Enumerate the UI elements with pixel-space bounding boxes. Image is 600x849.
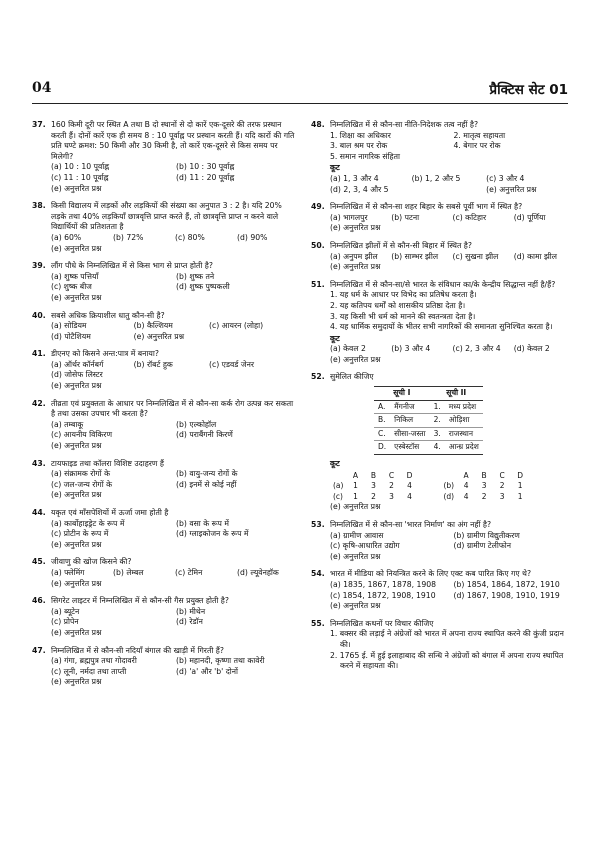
option-c[interactable]: (c) 11 : 10 पूर्वाह्न (51, 172, 109, 182)
code-label: कूट (330, 163, 340, 173)
list-2-item: ओड़िशा (445, 414, 483, 428)
question-52 (311, 372, 573, 513)
option-a[interactable]: (a) तम्बाकू (51, 419, 84, 429)
option-b[interactable]: (b) 72% (113, 232, 144, 242)
question-38 (32, 201, 297, 254)
code-value: 1 (517, 481, 523, 491)
option-c[interactable]: (c) प्रोटीन के रूप में (51, 529, 109, 539)
page-header (32, 80, 568, 102)
header-rule (32, 103, 568, 104)
option-e[interactable]: (e) अनुत्तरित प्रश्न (51, 381, 102, 391)
code-value: 4 (407, 491, 412, 501)
statement-3: 3. बाल श्रम पर रोक (330, 141, 388, 151)
statement-5: 5. समान नागरिक संहिता (330, 151, 400, 161)
question-text: निम्नलिखित झीलों में से कौन-सी बिहार में स्थित है? (330, 240, 472, 250)
option-e[interactable]: (e) अनुत्तरित प्रश्न (51, 677, 102, 687)
question-number: 40. (32, 310, 46, 320)
question-number: 53. (311, 520, 325, 529)
question-48 (311, 120, 573, 195)
question-50 (311, 241, 573, 273)
question-number: 49. (311, 202, 325, 212)
question-45 (32, 557, 297, 589)
code-value: 4 (463, 491, 469, 501)
question-39 (32, 261, 297, 303)
code-head: B (481, 470, 487, 480)
option-d[interactable]: (d) ल्यूवेनहॉक (237, 567, 279, 577)
question-text: भारत में मीडिया को नियन्त्रित करने के लिए एक्ट कब पारित किए गए थे? (330, 569, 532, 579)
question-47 (32, 646, 297, 688)
match-table (374, 386, 483, 455)
option-b[interactable]: (b) एल्कोहॉल (176, 419, 217, 429)
option-c[interactable]: (c) 2, 3 और 4 (452, 344, 501, 354)
question-55 (311, 619, 573, 672)
option-a[interactable]: (a) गंगा, ब्रह्मपुत्र तथा गोदावरी (51, 656, 137, 666)
option-b[interactable]: (b) 1854, 1864, 1872, 1910 (453, 579, 560, 589)
question-text: निम्नलिखित में से कौन-सा/से भारत के संविधान का/के केन्द्रीय सिद्धान्त नहीं है/हैं? (330, 279, 556, 289)
question-text: जीवाणु की खोज किसने की? (51, 557, 132, 567)
code-value: 1 (517, 491, 523, 501)
row-letter: C. (374, 427, 390, 441)
option-b[interactable]: (b) रॉबर्ट हुक (133, 359, 173, 369)
option-a[interactable]: (a) शुष्क पत्तियाँ (51, 271, 99, 281)
question-text: निम्नलिखित में से कौन-सा 'भारत निर्माण' का अंग नहीं है? (330, 520, 492, 529)
option-d[interactable]: (d) इनमें से कोई नहीं (176, 479, 237, 489)
code-row (330, 492, 529, 503)
code-value: 2 (499, 481, 505, 491)
option-c[interactable]: (c) शुष्क बीज (51, 282, 92, 292)
code-head: A (463, 470, 469, 480)
option-c[interactable]: (c) लूनी, नर्मदा तथा ताप्ती (51, 666, 127, 676)
option-a[interactable]: (a) 60% (51, 232, 82, 242)
question-text: लौंग पौधे के निम्नलिखित में से किस भाग से प्राप्त होती है? (51, 261, 213, 271)
question-text: तीव्रता एवं प्रयुक्तता के आधार पर निम्नलिखित में से कौन-सा कर्क रोग उत्पन्न कर सकता है तथा उसका उपचार भी करता है? (51, 398, 294, 419)
question-number: 48. (311, 120, 325, 129)
row-number: 2. (430, 414, 445, 428)
question-number: 41. (32, 349, 46, 359)
option-c[interactable]: (c) जल-जन्य रोगों के (51, 479, 113, 489)
question-43 (32, 459, 297, 501)
statement-1: 1. बक्सर की लड़ाई ने अंग्रेजों को भारत में अपना राज्य स्थापित करने की कुंजी प्रदान की। (330, 629, 564, 649)
option-d[interactable]: (d) केवल 2 (513, 344, 550, 354)
option-d[interactable]: (d) रेडॉन (176, 617, 203, 627)
option-b[interactable]: (b) कैल्शियम (133, 321, 173, 331)
option-a[interactable]: (a) ब्यूटेन (51, 606, 80, 616)
option-a[interactable]: (a) फ्लेमिंग (51, 567, 85, 577)
code-row (330, 481, 529, 492)
option-b[interactable]: (b) 10 : 30 पूर्वाह्न (176, 162, 235, 172)
option-e[interactable]: (e) अनुत्तरित प्रश्न (330, 262, 381, 272)
option-b[interactable]: (b) 1, 2 और 5 (411, 173, 461, 183)
option-a[interactable]: (a) केवल 2 (330, 344, 366, 354)
page-title: प्रैक्टिस सेट 01 (489, 82, 568, 98)
option-e[interactable]: (e) अनुत्तरित प्रश्न (51, 627, 102, 637)
option-e[interactable]: (e) अनुत्तरित प्रश्न (51, 578, 102, 588)
code-value: 1 (353, 481, 358, 491)
option-b[interactable]: (b) शुष्क तने (176, 271, 215, 281)
question-number: 47. (32, 645, 46, 655)
option-b[interactable]: (b) पटना (391, 212, 420, 222)
table-row (374, 441, 483, 455)
question-number: 46. (32, 596, 46, 606)
list-1-item: निकिल (390, 414, 429, 428)
option-c[interactable]: (c) कटिहार (452, 212, 487, 222)
question-number: 45. (32, 557, 46, 567)
question-text: सुमेलित कीजिए (330, 372, 374, 382)
option-a[interactable]: (a) ग्रामीण आवास (330, 530, 384, 540)
question-40 (32, 311, 297, 343)
question-41 (32, 349, 297, 391)
row-letter: A. (374, 400, 390, 414)
question-54 (311, 569, 573, 611)
statement-4: 4. बेगार पर रोक (453, 141, 501, 151)
option-e[interactable]: (e) अनुत्तरित प्रश्न (51, 292, 102, 302)
option-d[interactable]: (d) 90% (237, 232, 268, 242)
option-c[interactable]: (c) 80% (175, 232, 205, 242)
option-c[interactable]: (c) एडवर्ड जेनर (209, 359, 254, 369)
option-d[interactable]: (d) (443, 491, 455, 501)
code-value: 4 (463, 481, 469, 491)
question-number: 55. (311, 618, 325, 628)
option-e[interactable]: (e) अनुत्तरित प्रश्न (51, 490, 102, 500)
question-number: 39. (32, 261, 46, 271)
option-d[interactable]: (d) पोटैशियम (51, 331, 91, 341)
option-a[interactable]: (a) संक्रामक रोगों के (51, 469, 110, 479)
code-head: C (388, 470, 395, 480)
question-text: टायफाइड तथा कॉलरा विशिष्ट उदाहरण हैं (51, 458, 165, 468)
code-head: D (406, 470, 413, 480)
option-e[interactable]: (e) अनुत्तरित प्रश्न (330, 223, 381, 233)
left-column (32, 120, 297, 695)
option-c[interactable]: (c) सुखना झील (452, 251, 499, 261)
row-number: 3. (430, 427, 445, 441)
code-value: 2 (371, 491, 376, 501)
question-49 (311, 202, 573, 234)
question-text: सबसे अधिक क्रियाशील धातु कौन-सी है? (51, 310, 165, 320)
row-number: 4. (430, 441, 445, 455)
table-row (374, 427, 483, 441)
option-b[interactable]: (b) मीथेन (176, 606, 206, 616)
question-number: 54. (311, 569, 325, 579)
option-d[interactable]: (d) पराबैंगनी किरणें (176, 430, 233, 440)
statement-4: 4. यह धार्मिक समुदायों के भीतर सभी नागरिकों की समानता सुनिश्चित करता है। (330, 322, 553, 332)
code-value: 2 (389, 481, 394, 491)
question-number: 52. (311, 372, 325, 382)
option-d[interactable]: (d) 2, 3, 4 और 5 (330, 184, 389, 194)
right-column (311, 120, 573, 679)
option-a[interactable]: (a) कार्बोहाइड्रेट के रूप में (51, 518, 125, 528)
row-letter: B. (374, 414, 390, 428)
question-number: 50. (311, 240, 325, 250)
option-e[interactable]: (e) अनुत्तरित प्रश्न (486, 184, 537, 194)
page-number: 04 (32, 80, 52, 96)
option-d[interactable]: (d) 'a' और 'b' दोनों (176, 666, 239, 676)
code-header-row (330, 471, 529, 482)
statement-2: 2. यह कतिपय धर्मों को शासकीय प्रतिष्ठा देता है। (330, 300, 466, 310)
option-c[interactable]: (c) टेमिन (175, 567, 203, 577)
question-text: निम्नलिखित में से कौन-सा नीति-निदेशक तत्व नहीं है? (330, 120, 479, 129)
statement-1: 1. यह धर्म के आधार पर विभेद का प्रतिषेध करता है। (330, 290, 477, 300)
list-2-header: सूची II (430, 387, 483, 401)
option-a[interactable]: (a) 1835, 1867, 1878, 1908 (330, 579, 437, 589)
option-a[interactable]: (a) 10 : 10 पूर्वाह्न (51, 162, 110, 172)
option-d[interactable]: (d) ग्लाइकोजन के रूप में (176, 529, 249, 539)
code-head: B (370, 470, 377, 480)
statement-3: 3. यह किसी भी धर्म को मानने की स्वतन्त्रता देता है। (330, 311, 476, 321)
option-a[interactable]: (a) सोडियम (51, 321, 87, 331)
option-c[interactable]: (c) 1854, 1872, 1908, 1910 (330, 590, 436, 600)
question-text: सिगरेट लाइटर में निम्नलिखित में से कौन-सी गैस प्रयुक्त होती है? (51, 596, 229, 606)
question-number: 37. (32, 120, 46, 129)
option-b[interactable]: (b) 3 और 4 (391, 344, 431, 354)
option-b[interactable]: (b) लेम्बल (113, 567, 144, 577)
list-1-item: सीसा-जस्ता (390, 427, 429, 441)
option-e[interactable]: (e) अनुत्तरित प्रश्न (51, 243, 102, 253)
option-c[interactable]: (c) आयरन (लोहा) (209, 321, 264, 331)
code-head: C (499, 470, 505, 480)
option-c[interactable]: (c) प्रोपेन (51, 617, 79, 627)
code-value: 1 (353, 491, 358, 501)
code-value: 3 (389, 491, 394, 501)
option-e[interactable]: (e) अनुत्तरित प्रश्न (330, 502, 381, 512)
option-a[interactable]: (a) 1, 3 और 4 (330, 173, 379, 183)
question-53 (311, 520, 573, 562)
question-number: 44. (32, 508, 46, 517)
question-number: 42. (32, 398, 46, 408)
option-b[interactable]: (b) (443, 481, 455, 491)
option-b[interactable]: (b) वसा के रूप में (176, 518, 229, 528)
option-b[interactable]: (b) साम्भर झील (391, 251, 439, 261)
question-text: निम्नलिखित में से कौन-सा शहर बिहार के सबसे पूर्वी भाग में स्थित है? (330, 202, 523, 212)
option-a[interactable]: (a) अनुपम झील (330, 251, 378, 261)
code-value: 4 (407, 481, 412, 491)
option-e[interactable]: (e) अनुत्तरित प्रश्न (133, 331, 185, 341)
option-e[interactable]: (e) अनुत्तरित प्रश्न (330, 551, 381, 561)
statement-2: 2. मातृत्व सहायता (453, 130, 506, 140)
option-c[interactable]: (c) आयनीय विकिरण (51, 430, 113, 440)
question-number: 38. (32, 201, 46, 211)
code-value: 3 (371, 481, 376, 491)
option-d[interactable]: (d) ग्रामीण टेलीफोन (453, 541, 512, 551)
list-1-item: एस्बेस्टॉस (390, 441, 429, 455)
code-label: कूट (330, 459, 340, 469)
question-text: डीएनए को किसने अन्त:पात्र में बनाया? (51, 349, 159, 359)
option-e[interactable]: (e) अनुत्तरित प्रश्न (51, 441, 102, 451)
code-value: 3 (481, 481, 487, 491)
code-table (330, 471, 529, 503)
table-row (374, 414, 483, 428)
option-d[interactable]: (d) शुष्क पुष्पकली (176, 282, 230, 292)
option-b[interactable]: (b) ग्रामीण विद्युतीकरण (453, 530, 520, 540)
code-head: A (352, 470, 359, 480)
list-2-item: राजस्थान (445, 427, 483, 441)
question-number: 43. (32, 458, 46, 468)
code-label: कूट (330, 333, 340, 343)
option-c[interactable]: (c) (333, 491, 343, 501)
row-letter: D. (374, 441, 390, 455)
option-a[interactable]: (a) ऑर्थर कॉर्नबर्ग (51, 359, 104, 369)
question-text: 160 किमी दूरी पर स्थित A तथा B दो स्थानों से दो कारें एक-दूसरे की तरफ प्रस्थान करती हैं। दोनों कारें एक ही समय 8 : 10 पूर्वाह्न पर प्रस्थान करती हैं। यदि कारों की गति प्रति घण्टे क्रमश: 50 किमी और 30 किमी है, तो कारें एक-दूसरे से किस समय पर मिलेगी? (51, 120, 295, 161)
code-head: D (517, 470, 523, 480)
question-text: यकृत एवं माँसपेशियों में ऊर्जा जमा होती है (51, 508, 169, 517)
table-row (374, 400, 483, 414)
question-42 (32, 399, 297, 452)
option-e[interactable]: (e) अनुत्तरित प्रश्न (51, 539, 102, 549)
option-b[interactable]: (b) वायु-जन्य रोगों के (176, 469, 238, 479)
question-number: 51. (311, 279, 325, 289)
code-value: 3 (499, 491, 505, 501)
list-1-item: मैंगनीज (390, 400, 429, 414)
list-2-item: मध्य प्रदेश (445, 400, 483, 414)
question-text: किसी विद्यालय में लड़कों और लड़कियों की संख्या का अनुपात 3 : 2 है। यदि 20% लड़के तथा 40% लड़कियाँ छात्रवृत्ति प्राप्त करते हैं, तो छात्रवृत्ति प्राप्त न करने वाले विद्यार्थियों की प्रतिशतता है (51, 201, 282, 232)
option-c[interactable]: (c) कृषि-आधारित उद्योग (330, 541, 400, 551)
option-c[interactable]: (c) 3 और 4 (486, 173, 525, 183)
statement-1: 1. शिक्षा का अधिकार (330, 130, 391, 140)
statement-2: 2. 1765 ई. में हुई इलाहाबाद की सन्धि ने अंग्रेजों को बंगाल में अपना राज्य स्थापित करने में सहायता की। (330, 650, 564, 671)
option-e[interactable]: (e) अनुत्तरित प्रश्न (51, 183, 102, 193)
question-46 (32, 596, 297, 638)
option-e[interactable]: (e) अनुत्तरित प्रश्न (330, 354, 381, 364)
question-51 (311, 280, 573, 366)
option-e[interactable]: (e) अनुत्तरित प्रश्न (330, 601, 381, 611)
option-a[interactable]: (a) भागलपुर (330, 212, 368, 222)
row-number: 1. (430, 400, 445, 414)
option-d[interactable]: (d) 1867, 1908, 1910, 1919 (453, 590, 560, 600)
option-d[interactable]: (d) कामा झील (513, 251, 558, 261)
question-44 (32, 508, 297, 550)
option-a[interactable]: (a) (333, 481, 344, 491)
list-2-item: आन्ध्र प्रदेश (445, 441, 483, 455)
option-d[interactable]: (d) जोसेफ लिस्टर (51, 370, 103, 380)
option-d[interactable]: (d) 11 : 20 पूर्वाह्न (176, 172, 235, 182)
option-d[interactable]: (d) पूर्णिया (513, 212, 546, 222)
question-text: निम्नलिखित में से कौन-सी नदियाँ बंगाल की खाड़ी में गिरती हैं? (51, 645, 224, 655)
list-1-header: सूची I (374, 387, 430, 401)
question-37 (32, 120, 297, 194)
code-value: 2 (481, 491, 487, 501)
option-b[interactable]: (b) महानदी, कृष्णा तथा कावेरी (176, 656, 265, 666)
question-text: निम्नलिखित कथनों पर विचार कीजिए (330, 618, 434, 628)
